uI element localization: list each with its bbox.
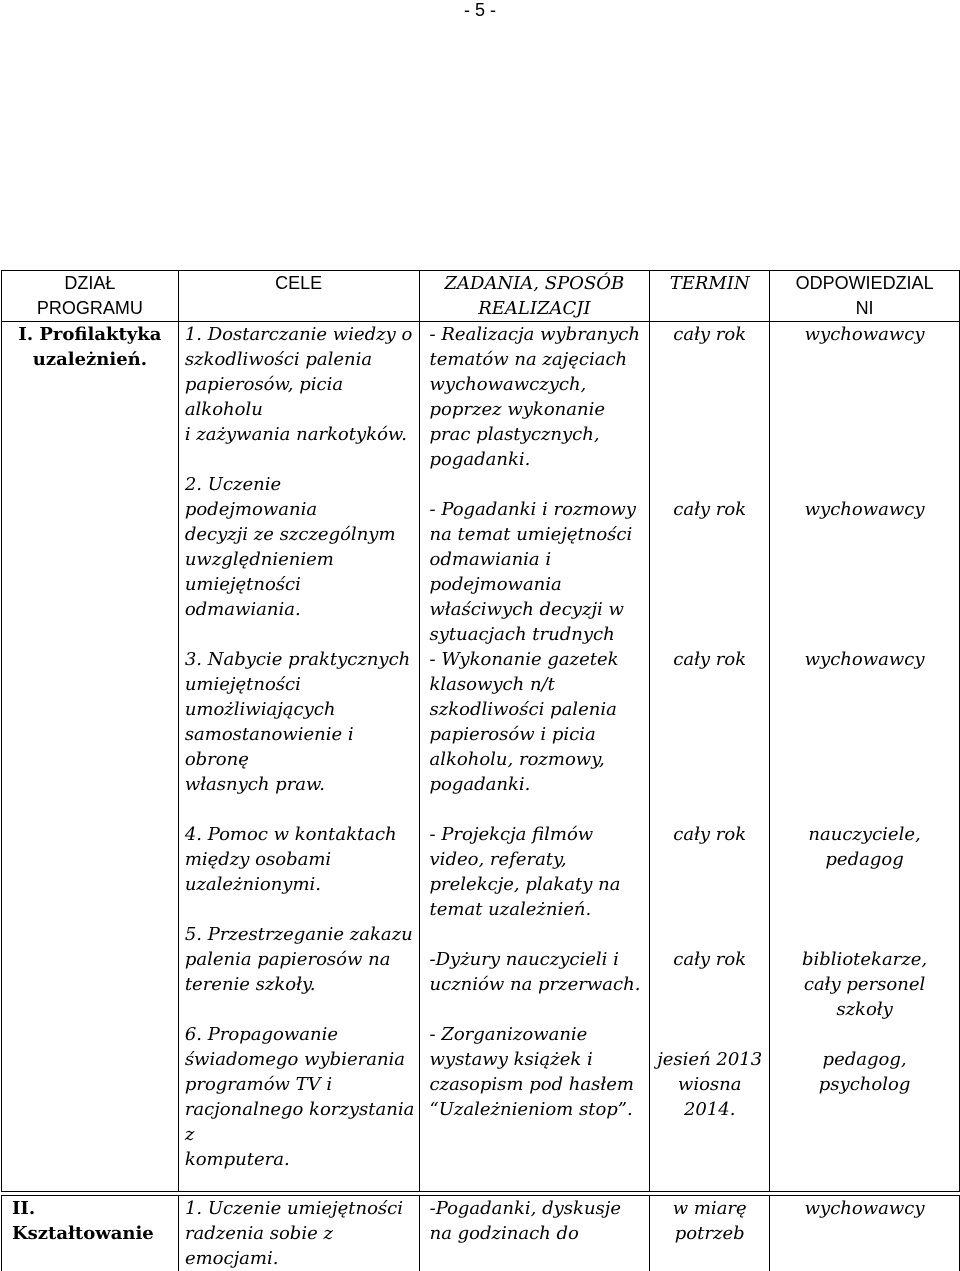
zadanie-6: - Zorganizowanie wystawy książek i czasopism pod hasłem “Uzależnieniom stop”. <box>430 1022 646 1122</box>
odp-4: nauczyciele, pedagog <box>774 822 955 872</box>
cel-5: 5. Przestrzeganie zakazu palenia papierosów na terenie szkoły. <box>185 922 415 997</box>
section1-dzial: I. Profilaktyka uzależnień. <box>2 322 179 1192</box>
table-row <box>2 322 960 1192</box>
section1-cele <box>178 322 419 1192</box>
section1-zadania <box>419 322 650 1192</box>
termin-6: jesień 2013 wiosna 2014. <box>654 1047 765 1122</box>
header-odpowiedzialni: ODPOWIEDZIAL NI <box>770 271 960 322</box>
termin-3: cały rok <box>654 647 765 672</box>
zadanie-5: -Dyżury nauczycieli i uczniów na przerwach. <box>430 947 646 997</box>
program-table-continued <box>1 1195 960 1271</box>
odp-3: wychowawcy <box>774 647 955 672</box>
page-number: - 5 - <box>0 0 960 20</box>
section2-zadanie: -Pogadanki, dyskusje na godzinach do <box>419 1196 650 1271</box>
section2-dzial: II. Kształtowanie <box>2 1196 179 1271</box>
section1-termin <box>650 322 770 1192</box>
cel-3: 3. Nabycie praktycznych umiejętności umożliwiających samostanowienie i obronę własnych praw. <box>185 647 415 797</box>
termin-4: cały rok <box>654 822 765 847</box>
odp-1: wychowawcy <box>774 322 955 347</box>
header-zadania: ZADANIA, SPOSÓB REALIZACJI <box>419 271 650 322</box>
program-table <box>1 270 960 1192</box>
zadanie-4: - Projekcja filmów video, referaty, prelekcje, plakaty na temat uzależnień. <box>430 822 646 922</box>
termin-5: cały rok <box>654 947 765 972</box>
section1-odpowiedzialni <box>770 322 960 1192</box>
table-header-row <box>2 271 960 322</box>
cel-6: 6. Propagowanie świadomego wybierania programów TV i racjonalnego korzystania z komputera. <box>185 1022 415 1172</box>
section2-termin: w miarę potrzeb <box>650 1196 770 1271</box>
table-row <box>2 1196 960 1271</box>
zadanie-3: - Wykonanie gazetek klasowych n/t szkodliwości palenia papierosów i picia alkoholu, rozmowy, pogadanki. <box>430 647 646 797</box>
zadanie-1: - Realizacja wybranych tematów na zajęciach wychowawczych, poprzez wykonanie prac plastycznych, pogadanki. <box>430 322 646 472</box>
cel-2: 2. Uczenie podejmowania decyzji ze szczególnym uwzględnieniem umiejętności odmawiania. <box>185 472 415 622</box>
section2-cel: 1. Uczenie umiejętności radzenia sobie z emocjami. <box>178 1196 419 1271</box>
header-termin: TERMIN <box>650 271 770 322</box>
termin-2: cały rok <box>654 497 765 522</box>
cel-1: 1. Dostarczanie wiedzy o szkodliwości palenia papierosów, picia alkoholu i zażywania narkotyków. <box>185 322 415 447</box>
odp-6: pedagog, psycholog <box>774 1047 955 1097</box>
termin-1: cały rok <box>654 322 765 347</box>
header-cele: CELE <box>178 271 419 322</box>
header-dzial: DZIAŁ PROGRAMU <box>2 271 179 322</box>
cel-4: 4. Pomoc w kontaktach między osobami uzależnionymi. <box>185 822 415 897</box>
section2-odpowiedzialni: wychowawcy <box>770 1196 960 1271</box>
odp-2: wychowawcy <box>774 497 955 522</box>
odp-5: bibliotekarze, cały personel szkoły <box>774 947 955 1022</box>
zadanie-2: - Pogadanki i rozmowy na temat umiejętności odmawiania i podejmowania właściwych decyzji w sytuacjach trudnych <box>430 497 646 647</box>
